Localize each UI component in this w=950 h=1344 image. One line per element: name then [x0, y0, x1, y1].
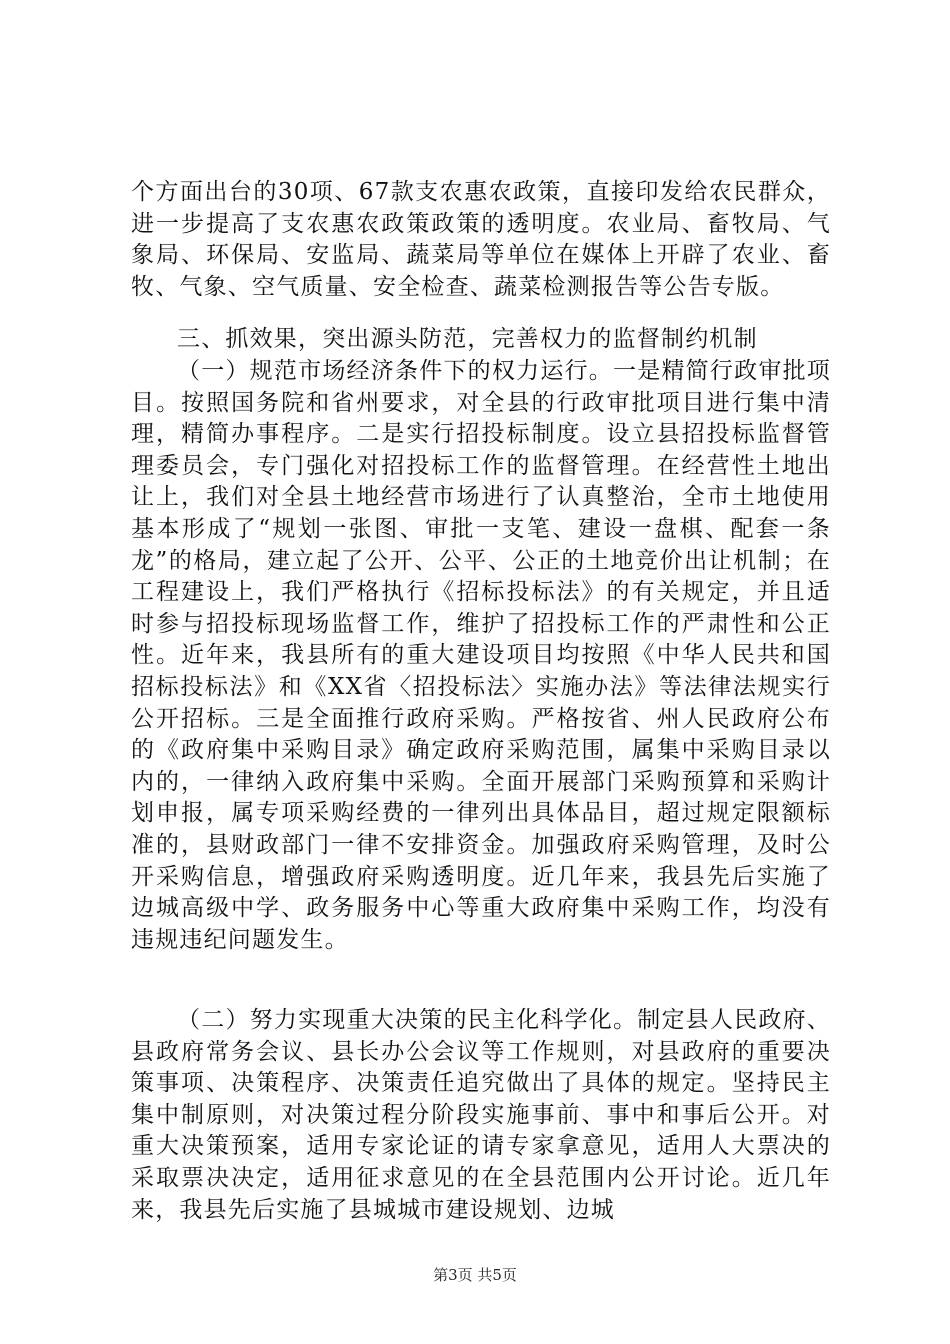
paragraph-continued: 个方面出台的30项、67款支农惠农政策，直接印发给农民群众，进一步提高了支农惠农政策政策的透明度。农业局、畜牧局、气象局、环保局、安监局、蔬菜局等单位在媒体上开辟了农业、畜牧、气象、空气质量、安全检查、蔬菜检测报告等公告专版。	[131, 179, 831, 300]
section-heading: 三、抓效果，突出源头防范，完善权力的监督制约机制	[177, 326, 758, 352]
page-footer: 第3页 共5页	[433, 1266, 517, 1284]
paragraph-power-operation: （一）规范市场经济条件下的权力运行。一是精简行政审批项目。按照国务院和省州要求，对全县的行政审批项目进行集中清理，精简办事程序。二是实行招投标制度。设立县招投标监督管理委员会，专门强化对招投标工作的监督管理。在经营性土地出让上，我们对全县土地经营市场进行了认真整治，全市土地使用基本形成了“规划一张图、审批一支笔、建设一盘棋、配套一条龙”的格局，建立起了公开、公平、公正的土地竞价出让机制；在工程建设上，我们严格执行《招标投标法》的有关规定，并且适时参与招投标现场监督工作，维护了招投标工作的严肃性和公正性。近年来，我县所有的重大建设项目均按照《中华人民共和国招标投标法》和《XX省〈招投标法〉实施办法》等法律法规实行公开招标。三是全面推行政府采购。严格按省、州人民政府公布的《政府集中采购目录》确定政府采购范围，属集中采购目录以内的，一律纳入政府集中采购。全面开展部门采购预算和采购计划申报，属专项采购经费的一律列出具体品目，超过规定限额标准的，县财政部门一律不安排资金。加强政府采购管理，及时公开采购信息，增强政府采购透明度。近几年来，我县先后实施了边城高级中学、政务服务中心等重大政府集中采购工作，均没有违规违纪问题发生。	[131, 358, 831, 953]
paragraph-decision-making: （二）努力实现重大决策的民主化科学化。制定县人民政府、县政府常务会议、县长办公会议等工作规则，对县政府的重要决策事项、决策程序、决策责任追究做出了具体的规定。坚持民主集中制原则，对决策过程分阶段实施事前、事中和事后公开。对重大决策预案，适用专家论证的请专家拿意见，适用人大票决的采取票决决定，适用征求意见的在全县范围内公开讨论。近几年来，我县先后实施了县城城市建设规划、边城	[131, 1007, 831, 1223]
